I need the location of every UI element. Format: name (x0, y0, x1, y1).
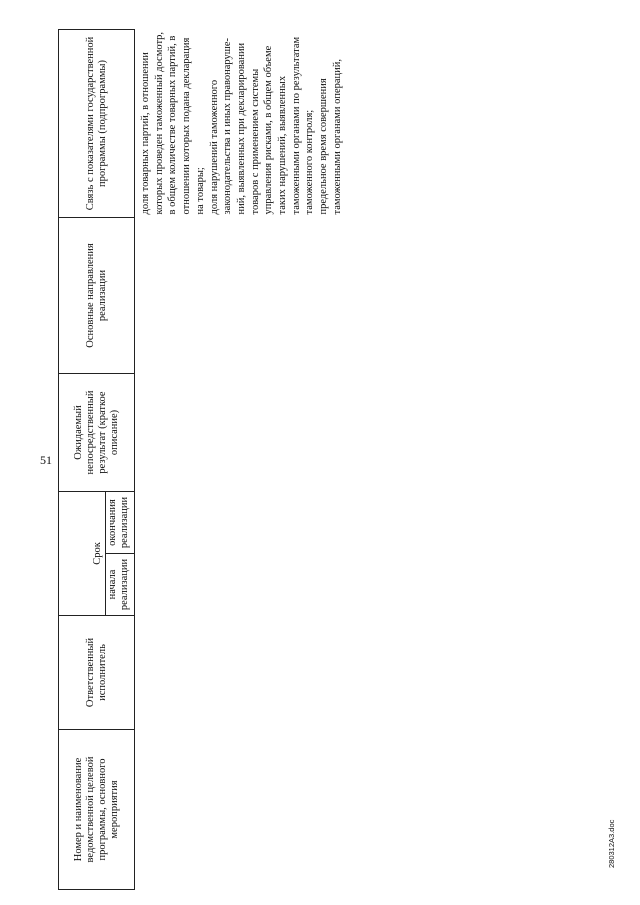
table-row (135, 29, 345, 889)
header-expected-result: Ожидаемый непосредственный результат (краткое описание) (59, 373, 135, 491)
cell-term-start (135, 554, 345, 616)
header-executor: Ответственный исполнитель (59, 616, 135, 730)
cell-expected-result (135, 373, 345, 491)
cell-indicators-link: доля товарных партий, в отношении которых проведен таможенный досмотр, в общем количестве товарных партий, в отношении которых подана декларация на товары; доля нарушений таможенного законодательства и иных правонаруше-ний, выявленных при декларировании товаров с применением системы управления рисками, в общем объеме таких нарушений, выявленных таможенными органами по результатам таможенного контроля; предельное время совершения таможенными органами операций, (140, 31, 343, 215)
program-table (58, 29, 345, 890)
header-directions: Основные направления реализации (59, 217, 135, 373)
header-indicators-link: Связь с показателями государственной программы (подпрограммы) (59, 29, 135, 217)
table-header-row (59, 29, 106, 889)
header-term-start: начала реализации (106, 554, 135, 616)
cell-term-end (135, 491, 345, 553)
file-name-footer: 280312A3.doc (607, 819, 616, 868)
rotated-table-container (58, 30, 343, 890)
header-term: Срок (59, 491, 106, 615)
header-program-name: Номер и наименование ведомственной целевой программы, основного мероприятия (59, 730, 135, 890)
cell-directions (135, 217, 345, 373)
cell-program-name (135, 730, 345, 890)
page-number: 51 (40, 453, 52, 467)
cell-executor (135, 616, 345, 730)
header-term-end: окончания реализации (106, 491, 135, 553)
